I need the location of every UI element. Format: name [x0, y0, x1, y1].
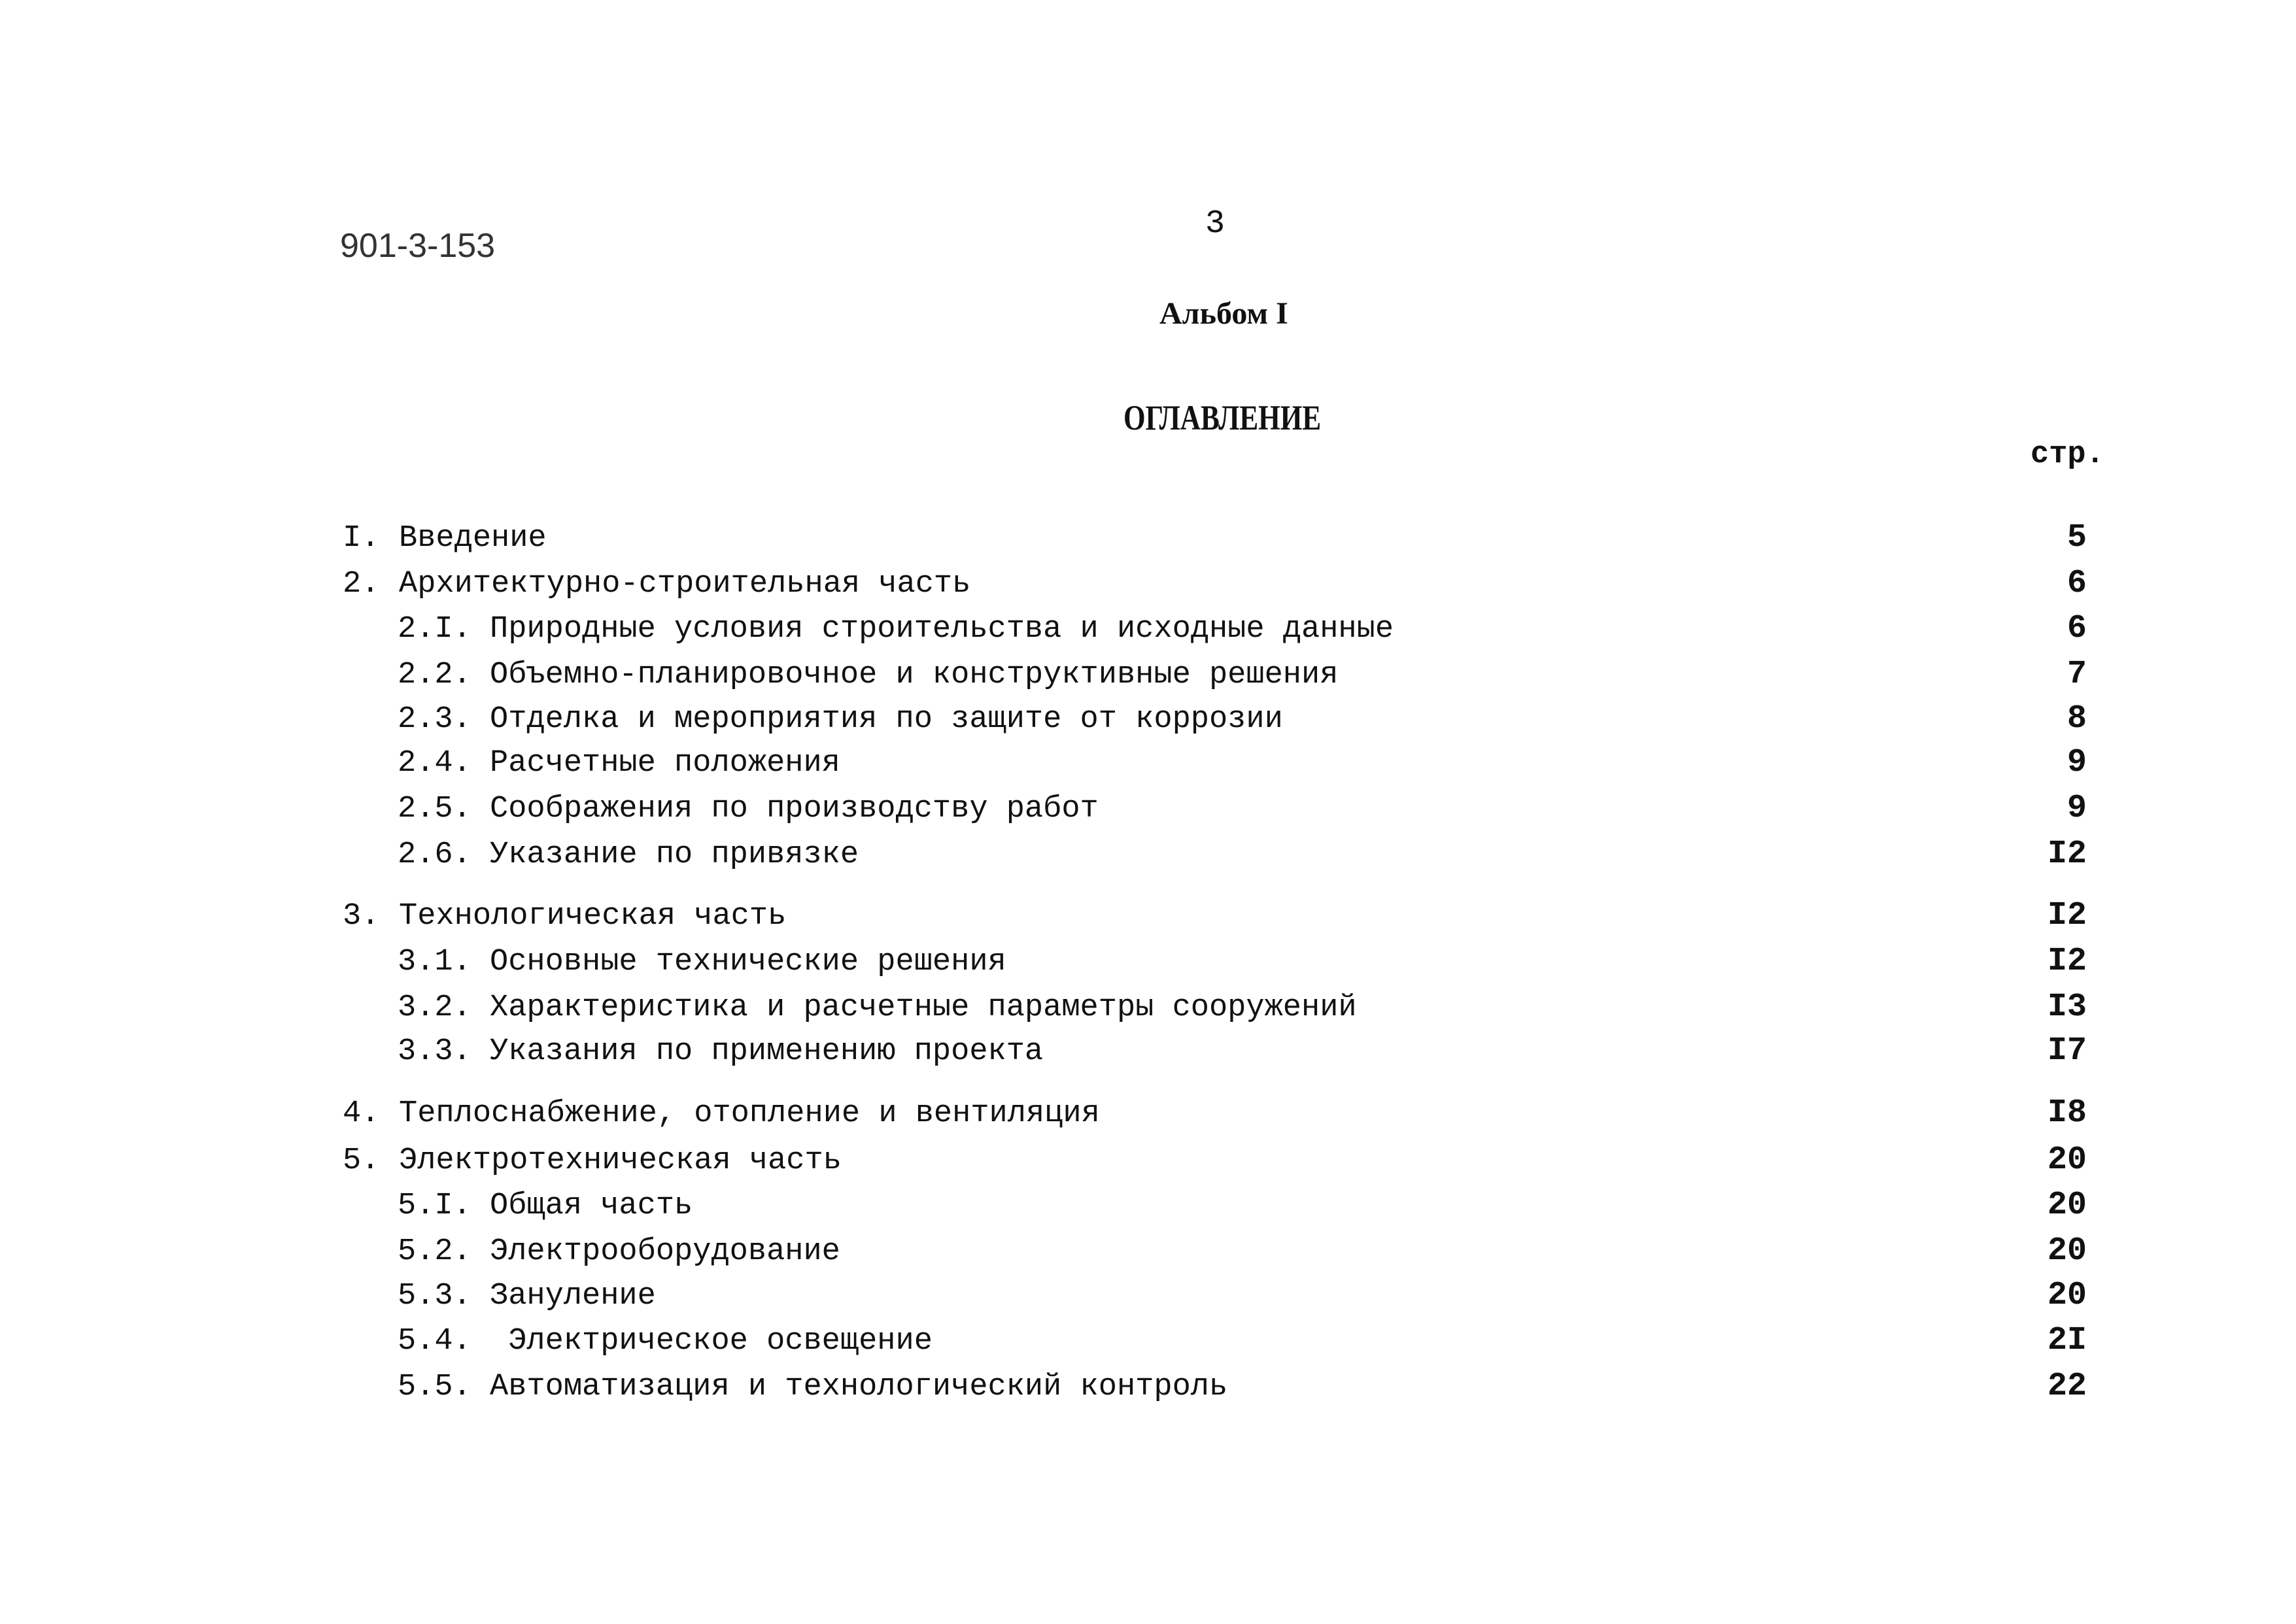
toc-entry-title: Электрооборудование	[490, 1234, 840, 1269]
toc-entry-page: I3	[2047, 989, 2087, 1026]
toc-entry-title: Введение	[399, 521, 547, 556]
toc-entry-title: Технологическая часть	[399, 899, 787, 934]
toc-entry-title: Указания по применению проекта	[490, 1034, 1044, 1069]
toc-entry-title: Указание по привязке	[490, 837, 859, 872]
toc-entry-number: 2.5.	[398, 792, 471, 826]
toc-entry-title: Расчетные положения	[490, 746, 840, 781]
toc-entry-title: Автоматизация и технологический контроль	[490, 1370, 1228, 1404]
toc-entry-page: 7	[2066, 656, 2087, 693]
toc-entry-number: 5.	[343, 1143, 380, 1178]
page-column-label: стр.	[2030, 437, 2104, 472]
toc-entry-page: 22	[2047, 1368, 2087, 1405]
toc-entry-title: Электротехническая часть	[399, 1143, 842, 1178]
toc-entry-page: I7	[2047, 1032, 2087, 1070]
toc-entry-title: Электрическое освещение	[490, 1324, 933, 1359]
toc-entry-title: Характеристика и расчетные параметры сооружений	[490, 990, 1357, 1025]
album-label: Альбом I	[1159, 296, 1288, 331]
toc-entry-number: 5.I.	[398, 1189, 471, 1223]
toc-entry-number: 3.	[343, 899, 380, 934]
toc-entry-number: 2.I.	[398, 612, 471, 647]
toc-entry-number: 5.3.	[398, 1279, 471, 1313]
toc-entry-number: 2.2.	[398, 658, 471, 692]
toc-entry-number: 5.5.	[398, 1370, 471, 1404]
toc-entry-page: 5	[2066, 519, 2087, 556]
toc-entry-page: I8	[2047, 1094, 2087, 1132]
toc-entry-title: Соображения по производству работ	[490, 792, 1099, 826]
toc-entry-number: 5.4.	[398, 1324, 471, 1359]
toc-entry-number: 5.2.	[398, 1234, 471, 1269]
toc-entry-number: 3.3.	[398, 1034, 471, 1069]
toc-entry-page: 9	[2066, 744, 2087, 781]
toc-entry-page: 2I	[2047, 1322, 2087, 1359]
toc-entry-title: Природные условия строительства и исходные данные	[490, 612, 1394, 647]
toc-entry-title: Теплоснабжение, отопление и вентиляция	[399, 1096, 1100, 1131]
toc-entry-number: I.	[343, 521, 380, 556]
document-code: 901-3-153	[340, 227, 496, 265]
toc-entry-page: I2	[2047, 897, 2087, 934]
toc-entry-title: Зануление	[490, 1279, 656, 1313]
toc-entry-number: 4.	[343, 1096, 380, 1131]
toc-entry-number: 3.1.	[398, 945, 471, 979]
toc-entry-page: 20	[2047, 1142, 2087, 1179]
toc-title: ОГЛАВЛЕНИЕ	[1123, 398, 1322, 437]
toc-entry-number: 2.3.	[398, 702, 471, 737]
toc-entry-title: Основные технические решения	[490, 945, 1006, 979]
toc-entry-number: 2.	[343, 567, 380, 601]
toc-entry-title: Архитектурно-строительная часть	[399, 567, 971, 601]
toc-entry-page: I2	[2047, 943, 2087, 980]
toc-entry-page: 9	[2066, 790, 2087, 827]
toc-entry-page: 8	[2066, 700, 2087, 737]
toc-entry-page: I2	[2047, 836, 2087, 873]
toc-entry-page: 6	[2066, 610, 2087, 647]
toc-entry-number: 2.4.	[398, 746, 471, 781]
page-number: 3	[1205, 205, 1225, 243]
toc-entry-page: 20	[2047, 1187, 2087, 1224]
toc-entry-title: Объемно-планировочное и конструктивные решения	[490, 658, 1339, 692]
toc-entry-number: 2.6.	[398, 837, 471, 872]
toc-entry-page: 6	[2066, 565, 2087, 602]
toc-entry-title: Отделка и мероприятия по защите от коррозии	[490, 702, 1283, 737]
toc-entry-page: 20	[2047, 1232, 2087, 1270]
toc-entry-number: 3.2.	[398, 990, 471, 1025]
toc-entry-title: Общая часть	[490, 1189, 693, 1223]
toc-entry-page: 20	[2047, 1277, 2087, 1314]
